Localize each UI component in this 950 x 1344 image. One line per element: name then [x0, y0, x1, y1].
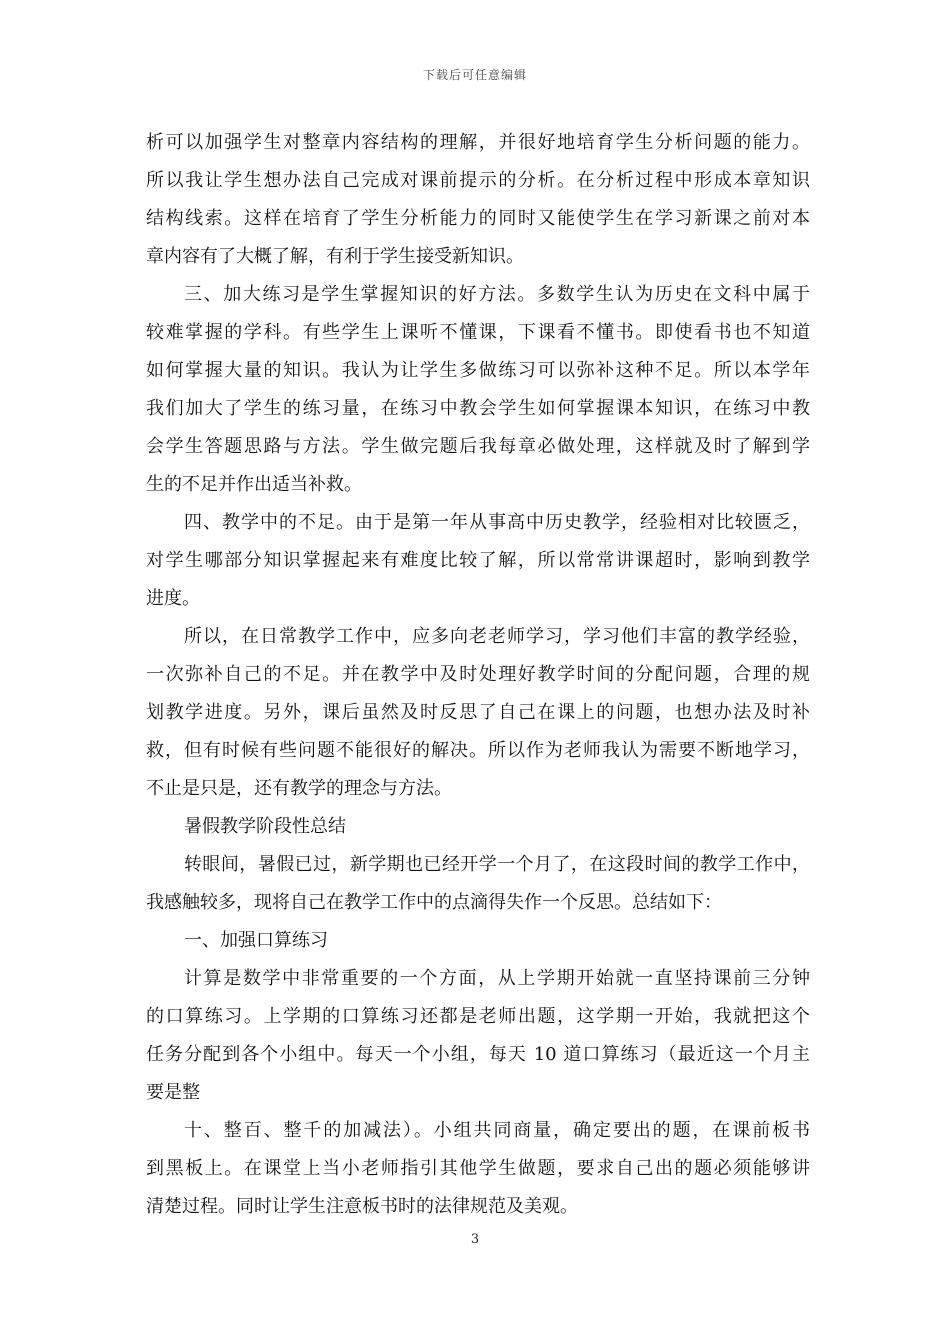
- text-line: [146, 846, 810, 884]
- text-line-content: 十、整百、整千的加减法）。小组共同商量，确定要出的题，在课前板书: [184, 1120, 810, 1141]
- text-line: [146, 162, 810, 200]
- text-line: [146, 1150, 810, 1188]
- text-line: [146, 124, 810, 162]
- text-line: [146, 314, 810, 352]
- text-line-content: 要是整: [146, 1082, 200, 1103]
- text-line-content: 四、教学中的不足。由于是第一年从事高中历史教学，经验相对比较匮乏，: [184, 512, 810, 533]
- text-line: [146, 922, 810, 960]
- page-number: 3: [470, 1232, 480, 1247]
- text-line-content: 我们加大了学生的练习量，在练习中教会学生如何掌握课本知识，在练习中教: [146, 398, 810, 419]
- text-line: [146, 200, 810, 238]
- text-line: [146, 1188, 810, 1226]
- text-line-content: 转眼间，暑假已过，新学期也已经开学一个月了，在这段时间的教学工作中，: [184, 854, 810, 875]
- text-line: [146, 276, 810, 314]
- text-line-content: 析可以加强学生对整章内容结构的理解，并很好地培育学生分析问题的能力。: [146, 132, 810, 153]
- text-line-content: 如何掌握大量的知识。我认为让学生多做练习可以弥补这种不足。所以本学年: [146, 360, 810, 381]
- text-line: [146, 770, 810, 808]
- text-line: [146, 884, 810, 922]
- text-line-content: 生的不足并作出适当补救。: [146, 474, 362, 495]
- text-line: [146, 428, 810, 466]
- document-body: [146, 124, 810, 1226]
- page-header: 下载后可任意编辑: [422, 68, 527, 82]
- text-line: [146, 390, 810, 428]
- text-line: [146, 808, 810, 846]
- text-line-content: 的口算练习。上学期的口算练习还都是老师出题，这学期一开始，我就把这个: [146, 1006, 810, 1027]
- text-line-content: 计算是数学中非常重要的一个方面，从上学期开始就一直坚持课前三分钟: [184, 968, 810, 989]
- text-line-content: 清楚过程。同时让学生注意板书时的法律规范及美观。: [146, 1196, 578, 1217]
- text-line-content: 一、加强口算练习: [184, 930, 328, 951]
- text-line-content: 会学生答题思路与方法。学生做完题后我每章必做处理，这样就及时了解到学: [146, 436, 810, 457]
- text-line-content: 任务分配到各个小组中。每天一个小组，每天 10 道口算练习（最近这一个月主: [146, 1044, 810, 1065]
- text-line: [146, 960, 810, 998]
- text-line-content: 对学生哪部分知识掌握起来有难度比较了解，所以常常讲课超时，影响到教学: [146, 550, 810, 571]
- text-line: [146, 238, 810, 276]
- text-line-content: 所以，在日常教学工作中，应多向老老师学习，学习他们丰富的教学经验，: [184, 626, 810, 647]
- text-line: [146, 466, 810, 504]
- text-line: [146, 504, 810, 542]
- text-line-content: 不止是只是，还有教学的理念与方法。: [146, 778, 452, 799]
- text-line: [146, 998, 810, 1036]
- text-line-content: 所以我让学生想办法自己完成对课前提示的分析。在分析过程中形成本章知识: [146, 170, 810, 191]
- text-line: [146, 542, 810, 580]
- text-line: [146, 352, 810, 390]
- text-line-content: 章内容有了大概了解，有利于学生接受新知识。: [146, 246, 524, 267]
- text-line-content: 三、加大练习是学生掌握知识的好方法。多数学生认为历史在文科中属于: [184, 284, 810, 305]
- text-line-content: 到黑板上。在课堂上当小老师指引其他学生做题，要求自己出的题必须能够讲: [146, 1158, 810, 1179]
- text-line: [146, 656, 810, 694]
- text-line: [146, 732, 810, 770]
- text-line: [146, 618, 810, 656]
- text-line-content: 较难掌握的学科。有些学生上课听不懂课，下课看不懂书。即使看书也不知道: [146, 322, 810, 343]
- text-line-content: 一次弥补自己的不足。并在教学中及时处理好教学时间的分配问题，合理的规: [146, 664, 810, 685]
- text-line: [146, 1112, 810, 1150]
- text-line-content: 进度。: [146, 588, 200, 609]
- text-line-content: 救，但有时候有些问题不能很好的解决。所以作为老师我认为需要不断地学习，: [146, 740, 810, 761]
- text-line: [146, 1074, 810, 1112]
- text-line: [146, 694, 810, 732]
- text-line-content: 结构线索。这样在培育了学生分析能力的同时又能使学生在学习新课之前对本: [146, 208, 810, 229]
- text-line-content: 我感触较多，现将自己在教学工作中的点滴得失作一个反思。总结如下：: [146, 892, 722, 913]
- text-line-content: 划教学进度。另外，课后虽然及时反思了自己在课上的问题，也想办法及时补: [146, 702, 810, 723]
- text-line: [146, 580, 810, 618]
- text-line-content: 暑假教学阶段性总结: [184, 816, 346, 837]
- text-line: [146, 1036, 810, 1074]
